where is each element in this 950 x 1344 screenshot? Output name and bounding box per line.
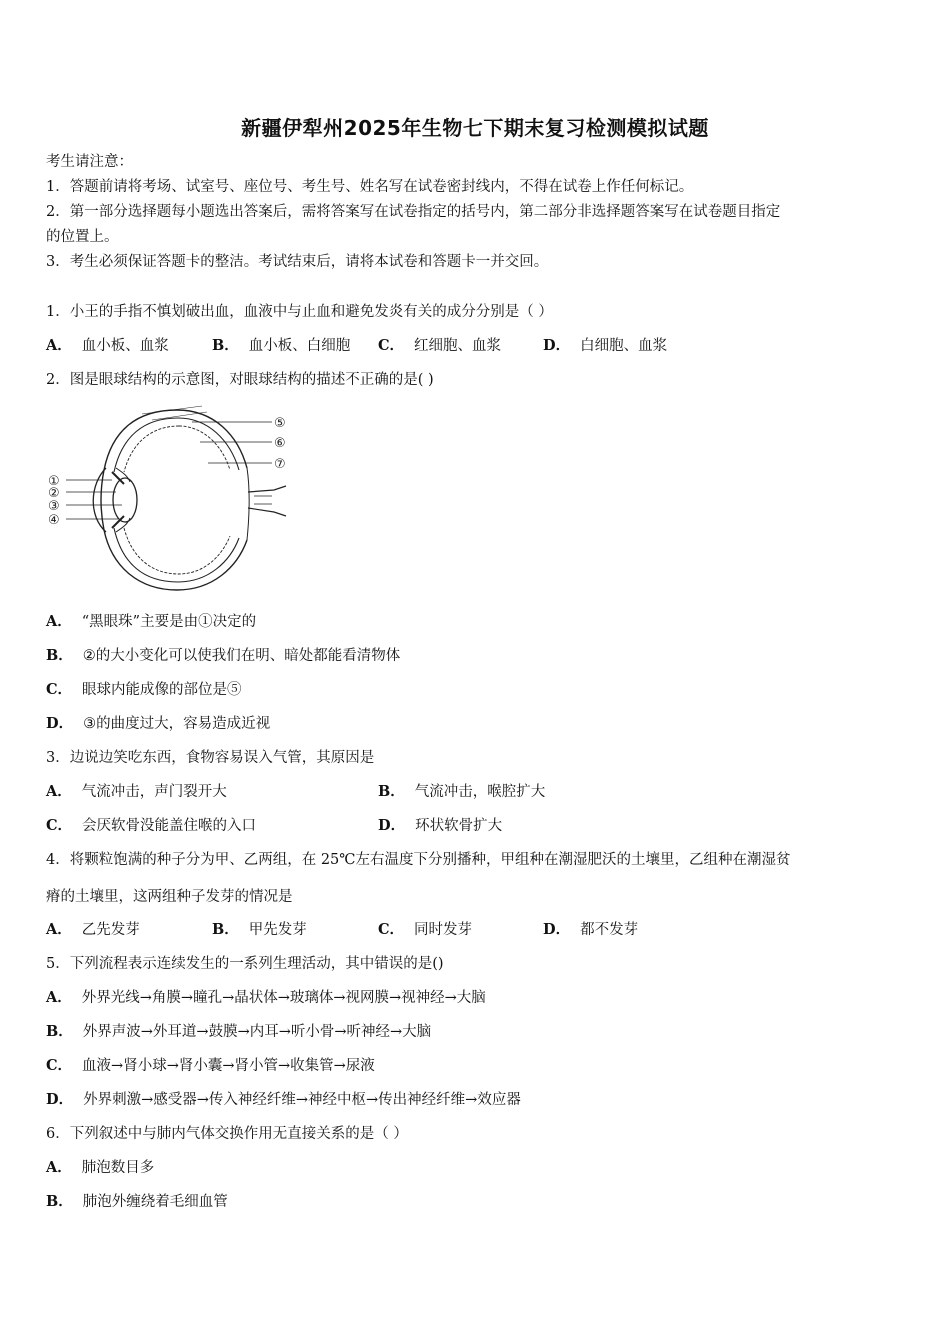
question-6-stem: 6．下列叙述中与肺内气体交换作用无直接关系的是（ ） [46, 1126, 408, 1142]
q5-option-b[interactable]: B． 外界声波→外耳道→鼓膜→内耳→听小骨→听神经→大脑 [46, 1023, 432, 1040]
question-3-stem: 3．边说边笑吃东西，食物容易误入气管，其原因是 [46, 750, 375, 766]
q4-option-b[interactable]: B． 甲先发芽 [212, 921, 307, 938]
label-1: ① [48, 474, 60, 489]
q2-option-b[interactable]: B． ②的大小变化可以使我们在明、暗处都能看清物体 [46, 647, 401, 664]
notice-item: 1．答题前请将考场、试室号、座位号、考生号、姓名写在试卷密封线内，不得在试卷上作任何标记。 [46, 179, 694, 195]
label-3: ③ [48, 499, 60, 514]
label-2: ② [48, 486, 60, 501]
q2-option-c[interactable]: C． 眼球内能成像的部位是⑤ [46, 681, 242, 698]
notice-item: 的位置上。 [46, 229, 119, 245]
label-4: ④ [48, 513, 60, 528]
q1-option-b[interactable]: B． 血小板、白细胞 [212, 337, 351, 354]
q4-option-d[interactable]: D． 都不发芽 [543, 921, 639, 938]
question-1-stem: 1．小王的手指不慎划破出血，血液中与止血和避免发炎有关的成分分别是（ ） [46, 304, 553, 320]
notice-heading: 考生请注意： [46, 154, 133, 170]
q3-option-b[interactable]: B． 气流冲击，喉腔扩大 [378, 783, 546, 800]
eye-structure-diagram [42, 400, 302, 600]
question-4-stem-line1: 4．将颗粒饱满的种子分为甲、乙两组，在 25℃左右温度下分别播种，甲组种在潮湿肥沃的土壤里，乙组种在潮湿贫 [46, 852, 791, 868]
q5-option-a[interactable]: A． 外界光线→角膜→瞳孔→晶状体→玻璃体→视网膜→视神经→大脑 [46, 989, 486, 1006]
notice-item: 3．考生必须保证答题卡的整洁。考试结束后，请将本试卷和答题卡一并交回。 [46, 254, 549, 270]
q3-option-a[interactable]: A． 气流冲击，声门裂开大 [46, 783, 227, 800]
q2-option-a[interactable]: A． “黑眼珠”主要是由①决定的 [46, 613, 257, 630]
q1-option-c[interactable]: C． 红细胞、血浆 [378, 337, 502, 354]
q5-option-d[interactable]: D． 外界刺激→感受器→传入神经纤维→神经中枢→传出神经纤维→效应器 [46, 1091, 521, 1108]
label-5: ⑤ [274, 416, 286, 431]
q6-option-a[interactable]: A． 肺泡数目多 [46, 1159, 155, 1176]
label-7: ⑦ [274, 457, 286, 472]
q6-option-b[interactable]: B． 肺泡外缠绕着毛细血管 [46, 1193, 228, 1210]
label-6: ⑥ [274, 436, 286, 451]
q1-option-d[interactable]: D． 白细胞、血浆 [543, 337, 668, 354]
q1-option-a[interactable]: A． 血小板、血浆 [46, 337, 169, 354]
notice-item: 2．第一部分选择题每小题选出答案后，需将答案写在试卷指定的括号内，第二部分非选择题答案写在试卷题目指定 [46, 204, 781, 220]
exam-title: 新疆伊犁州2025年生物七下期末复习检测模拟试题 [241, 116, 709, 140]
q2-option-d[interactable]: D． ③的曲度过大，容易造成近视 [46, 715, 271, 732]
q4-option-c[interactable]: C． 同时发芽 [378, 921, 473, 938]
q4-option-a[interactable]: A． 乙先发芽 [46, 921, 140, 938]
question-4-stem-line2: 瘠的土壤里，这两组种子发芽的情况是 [46, 889, 293, 905]
q3-option-c[interactable]: C． 会厌软骨没能盖住喉的入口 [46, 817, 257, 834]
q3-option-d[interactable]: D． 环状软骨扩大 [378, 817, 503, 834]
question-5-stem: 5．下列流程表示连续发生的一系列生理活动，其中错误的是() [46, 956, 444, 972]
question-2-stem: 2．图是眼球结构的示意图，对眼球结构的描述不正确的是( ) [46, 372, 434, 388]
q5-option-c[interactable]: C． 血液→肾小球→肾小囊→肾小管→收集管→尿液 [46, 1057, 375, 1074]
